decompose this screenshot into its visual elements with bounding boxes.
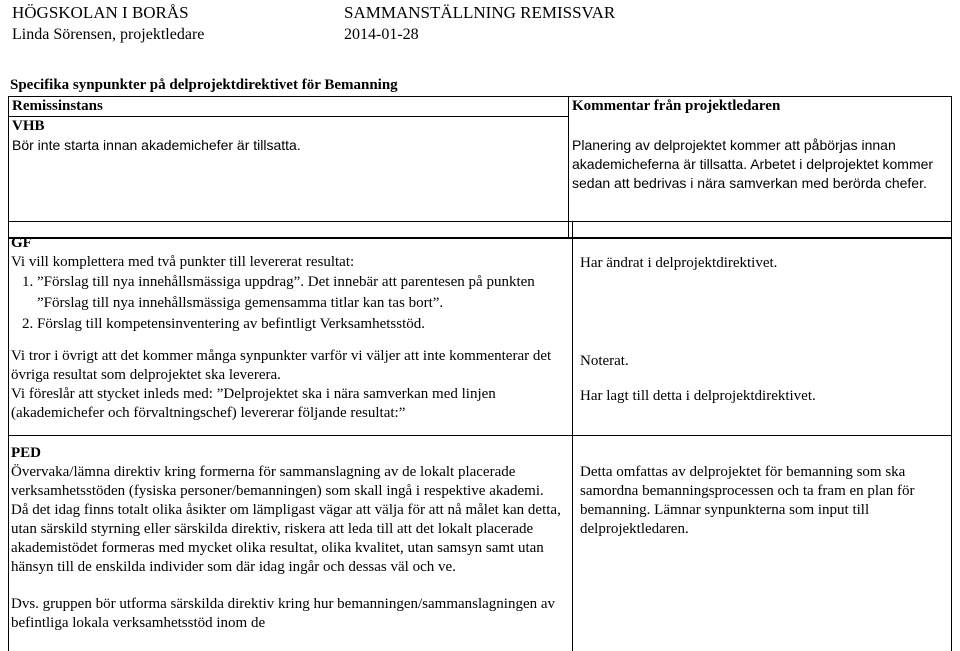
gf-block <box>11 234 563 423</box>
response-ped: Detta omfattas av delprojektet för bemanning som ska samordna bemanningsprocessen och ta fram en plan för bemanning. Lämnar synpunkterna som input till delprojektledaren. <box>580 464 915 537</box>
comment-vhb: Bör inte starta innan akademichefer är tillsatta. <box>12 137 301 153</box>
list-item: 1. ”Förslag till nya innehållsmässiga uppdrag”. Det innebär att parentesen på punkten ”Förslag till nya innehållsmässiga gemensamma titlar kan tas bort”. <box>37 272 563 314</box>
author: Linda Sörensen, projektledare <box>12 26 205 43</box>
section-title: Specifika synpunkter på delprojektdirektivet för Bemanning <box>10 77 398 93</box>
response-vhb: Planering av delprojektet kommer att påbörjas innan akademicheferna är tillsatta. Arbetet i delprojektet kommer sedan att bedrivas i nära samverkan med berörda chefer. <box>572 137 934 191</box>
column-header-kommentar: Kommentar från projektledaren <box>569 97 952 238</box>
ped-paragraph-2: Dvs. gruppen bör utforma särskilda direktiv kring hur bemanningen/sammanslagningen av befintliga lokala verksamhetsstöd inom de <box>11 596 556 631</box>
row-divider <box>8 221 952 222</box>
ped-block <box>11 444 563 633</box>
org-label-vhb: VHB <box>12 118 45 134</box>
table-border-right <box>951 221 952 651</box>
org-name: HÖGSKOLAN I BORÅS <box>12 3 189 22</box>
response-gf-2: Noterat. <box>580 353 629 369</box>
table-header-row <box>9 97 952 117</box>
page-header <box>12 2 952 46</box>
org-label-gf: GF <box>11 235 32 251</box>
table-border-left <box>8 221 9 651</box>
row-divider <box>8 435 952 436</box>
gf-paragraph-2: Vi föreslår att stycket inleds med: ”Delprojektet ska i nära samverkan med linjen (akademichefer och förvaltningschef) levererar följande resultat:” <box>11 386 496 421</box>
gf-list <box>11 272 563 335</box>
list-item: 2. Förslag till kompetensinventering av befintligt Verksamhetsstöd. <box>37 314 563 335</box>
response-gf-1: Har ändrat i delprojektdirektivet. <box>580 255 778 271</box>
table-border-middle <box>572 221 573 651</box>
org-label-ped: PED <box>11 445 41 461</box>
ped-paragraph-1: Övervaka/lämna direktiv kring formerna för sammanslagning av de lokalt placerade verksamhetsstöden (fysiska personer/bemanningen) som skall ingå i respektive akademi. Då det idag finns totalt olika åsikter om lämpligast vägar att välja för att nå målet kan detta, utan särskild styrning eller särskilda direktiv, riskera att leda till att det lokalt placerade akademistödet formeras med mycket olika resultat, olika kvalitet, utan samsyn samt utan hänsyn till de enskilda individer som där idag ingår och dessas väl och ve. <box>11 464 561 575</box>
column-header-remissinstans: Remissinstans <box>9 97 569 117</box>
document-date: 2014-01-28 <box>344 26 419 43</box>
document-title: SAMMANSTÄLLNING REMISSVAR <box>344 3 616 22</box>
gf-paragraph-1: Vi tror i övrigt att det kommer många synpunkter varför vi väljer att inte kommenterar det övriga resultat som delprojektet ska leverera. <box>11 348 552 383</box>
gf-intro: Vi vill komplettera med två punkter till levererat resultat: <box>11 254 355 270</box>
response-gf-3: Har lagt till detta i delprojektdirektivet. <box>580 388 816 404</box>
